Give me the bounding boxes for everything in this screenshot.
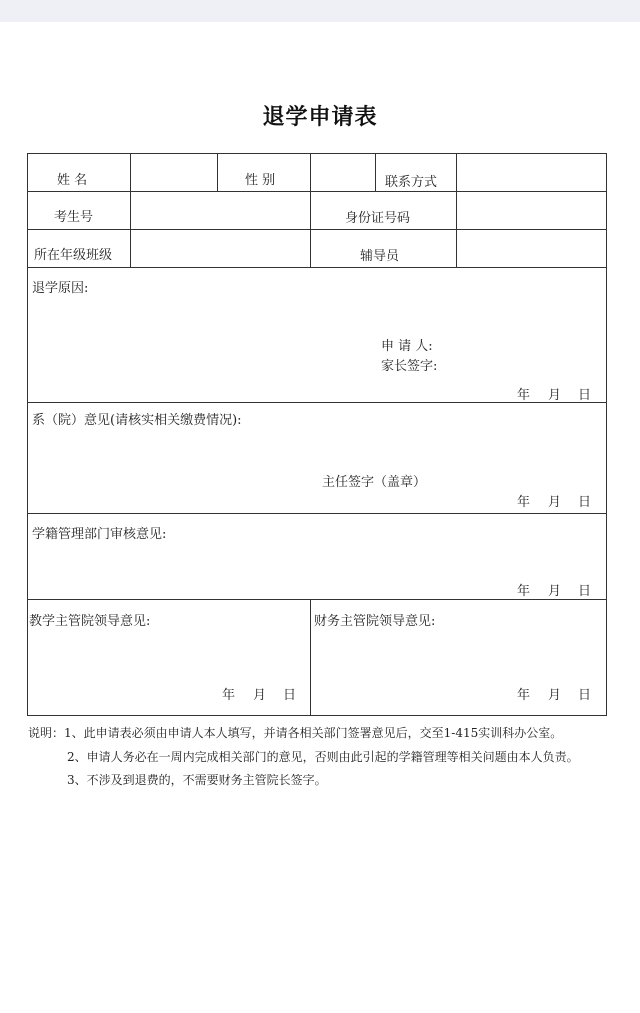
row-divider [27,267,607,268]
row-divider [27,513,607,514]
note-line: 说明：1、此申请表必须由申请人本人填写，并请各相关部门签署意见后，交至1-415实训科办公室。 [28,726,563,740]
date-day: 日 [578,584,592,599]
column-divider [310,599,311,716]
date-month: 月 [253,688,267,703]
teaching-leader-opinion-label: 教学主管院领导意见: [29,614,151,629]
finance-leader-opinion-label: 财务主管院领导意见: [314,614,436,629]
date-month: 月 [548,495,562,510]
date-day: 日 [578,688,592,703]
date-year: 年 [517,688,531,703]
date-month: 月 [548,688,562,703]
column-divider [375,153,376,191]
row-divider [27,599,607,600]
note-line: 2、申请人务必在一周内完成相关部门的意见，否则由此引起的学籍管理等相关问题由本人负责。 [67,750,579,764]
id-card-label: 身份证号码 [345,211,411,226]
date-month: 月 [548,584,562,599]
column-divider [310,153,311,267]
column-divider [130,153,131,267]
class-label: 所在年级班级 [34,248,113,263]
date-day: 日 [578,495,592,510]
counselor-label: 辅导员 [360,249,400,264]
top-bar [0,0,640,22]
exam-number-label: 考生号 [54,210,94,225]
registry-opinion-label: 学籍管理部门审核意见: [32,527,167,542]
table-border-bottom [27,715,607,716]
row-divider [27,229,607,230]
note-line: 3、不涉及到退费的，不需要财务主管院长签字。 [67,773,327,787]
department-opinion-label: 系（院）意见(请核实相关缴费情况): [32,413,242,428]
table-border-right [606,153,607,716]
page-title: 退学申请表 [262,105,378,130]
row-divider [27,191,607,192]
name-label: 姓 名 [57,173,88,188]
date-year: 年 [517,388,531,403]
table-border-left [27,153,28,716]
director-sign-label: 主任签字（盖章） [322,475,427,490]
column-divider [456,153,457,267]
parent-sign-label: 家长签字: [381,359,438,374]
application-form-table [27,153,607,716]
contact-label: 联系方式 [385,175,438,190]
gender-label: 性 别 [245,173,276,188]
reason-label: 退学原因: [32,281,89,296]
table-border-top [27,153,607,154]
date-year: 年 [517,495,531,510]
date-year: 年 [222,688,236,703]
date-month: 月 [548,388,562,403]
date-day: 日 [578,388,592,403]
applicant-label: 申 请 人: [381,339,433,354]
date-day: 日 [283,688,297,703]
column-divider [217,153,218,191]
date-year: 年 [517,584,531,599]
